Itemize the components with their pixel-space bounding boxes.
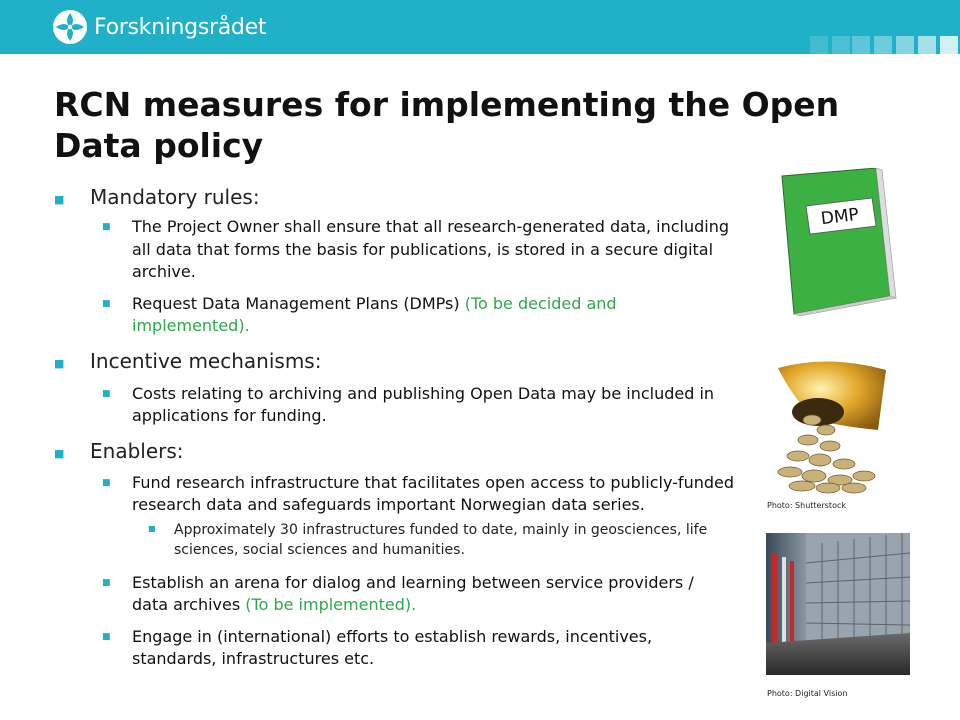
list-item: ■ Request Data Management Plans (DMPs) (To be decided and implemented). <box>102 293 617 335</box>
logo-text: Forskningsrådet <box>94 14 267 40</box>
bullet-square-icon: ■ <box>102 631 111 642</box>
list-item: ■ Costs relating to archiving and publishing Open Data may be included in applications for funding. <box>102 383 715 425</box>
bullet-square-icon: ■ <box>102 222 111 232</box>
book-label: DMP <box>819 204 860 230</box>
bullet-square-icon: ■ <box>102 298 111 309</box>
bullet-square-icon: ■ <box>54 446 65 460</box>
photo-credit: Photo: Shutterstock <box>767 501 846 510</box>
bullet-square-icon: ■ <box>102 477 111 488</box>
bullet-square-icon: ■ <box>102 577 111 588</box>
dmp-book-image <box>776 168 900 320</box>
section-heading-mandatory: ■ Mandatory rules: <box>54 184 734 210</box>
logo[interactable] <box>52 9 266 45</box>
sub-list-item: ■ Approximately 30 infrastructures funded to date, mainly in geosciences, life sciences, social sciences and humanities. <box>144 520 734 560</box>
coins-pot-image <box>768 360 890 496</box>
section-heading-incentive: ■ Incentive mechanisms: <box>54 348 734 374</box>
bullet-square-icon: ■ <box>148 523 156 533</box>
bullet-square-icon: ■ <box>102 388 111 399</box>
header-pixel-pattern <box>800 36 960 54</box>
photo-credit: Photo: Digital Vision <box>767 689 848 698</box>
list-item: ■ Fund research infrastructure that facilitates open access to publicly-funded research data and safeguards important Norwegian data series. <box>102 472 734 514</box>
server-room-image <box>766 533 910 675</box>
list-item: ■ The Project Owner shall ensure that all research-generated data, including all data that forms the basis for publications, is stored in a secure digital archive. <box>102 217 730 281</box>
bullet-square-icon: ■ <box>54 193 65 206</box>
header-bar <box>0 0 960 54</box>
flower-icon <box>52 9 88 45</box>
status-note: (To be decided and implemented). <box>132 293 617 335</box>
bullet-content <box>54 184 734 671</box>
list-item: ■ Engage in (international) efforts to establish rewards, incentives, standards, infrastructures etc. <box>102 626 653 668</box>
status-note: (To be implemented). <box>245 595 417 614</box>
section-heading-enablers: ■ Enablers: <box>54 438 734 464</box>
slide-title: RCN measures for implementing the Open Data policy <box>54 85 840 165</box>
list-item: ■ Establish an arena for dialog and learning between service providers / data archives (To be implemented). <box>102 572 694 614</box>
bullet-square-icon: ■ <box>54 356 65 370</box>
